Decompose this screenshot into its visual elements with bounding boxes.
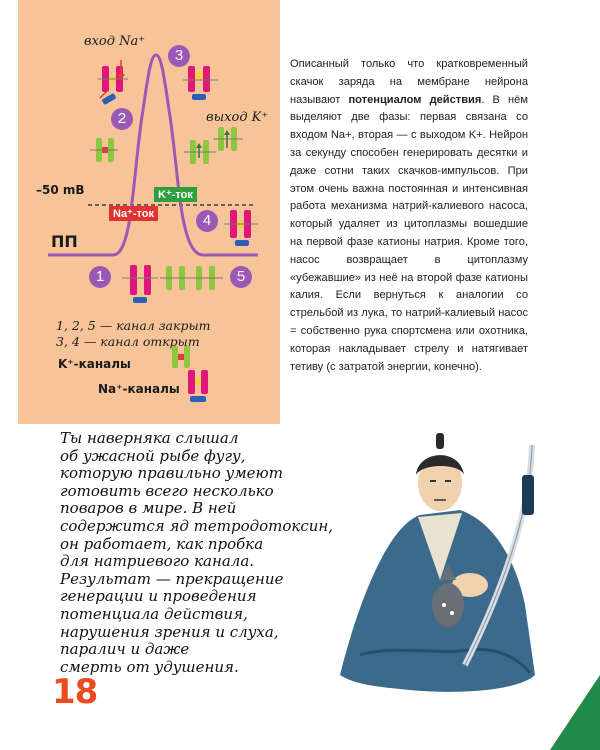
cursive-line: готовить всего несколько bbox=[60, 481, 274, 500]
cursive-line: Результат — прекращение bbox=[60, 569, 284, 588]
threshold-label: –50 mВ bbox=[36, 183, 85, 197]
na-in-label: вход Na⁺ bbox=[84, 34, 146, 49]
cursive-line: поваров в мире. В ней bbox=[60, 499, 237, 518]
diagram-panel bbox=[18, 0, 280, 424]
step-3-marker: 3 bbox=[168, 45, 190, 67]
article-intro: Описанный только что кратковременный скачок заряда на мембране нейрона называют bbox=[290, 58, 528, 106]
na-channels-label: Na⁺-каналы bbox=[98, 382, 180, 396]
step-4-marker: 4 bbox=[196, 210, 218, 232]
article-term: потенциалом действия bbox=[348, 93, 482, 106]
k-channel-bottom-right bbox=[190, 266, 223, 290]
cursive-line: смерть от удушения. bbox=[60, 657, 239, 676]
k-channel-bottom-left bbox=[160, 266, 193, 290]
cursive-line: для натриевого канала. bbox=[60, 552, 255, 571]
k-channel-right-mid bbox=[184, 140, 216, 164]
cursive-line: паралич и даже bbox=[60, 640, 190, 659]
k-current-tag: K⁺-ток bbox=[154, 187, 197, 202]
cursive-line: нарушения зрения и слуха, bbox=[60, 622, 279, 641]
k-out-label: выход K⁺ bbox=[206, 110, 269, 125]
green-corner-shape bbox=[550, 675, 600, 750]
fugu-fish bbox=[432, 583, 464, 627]
channel-group-step1 bbox=[122, 265, 158, 303]
page-number: 18 bbox=[52, 672, 98, 712]
step-1-marker: 1 bbox=[89, 266, 111, 288]
k-channels-label: K⁺-каналы bbox=[58, 357, 131, 371]
cursive-line: об ужасной рыбе фугу, bbox=[60, 446, 246, 465]
legend-closed: 1, 2, 5 — канал закрыт bbox=[56, 318, 211, 333]
cursive-line: потенциала действия, bbox=[60, 604, 248, 623]
samurai-illustration bbox=[300, 405, 600, 750]
legend-open: 3, 4 — канал открыт bbox=[56, 334, 200, 349]
cursive-line: генерации и проведения bbox=[60, 587, 257, 606]
cursive-line: он работает, как пробка bbox=[60, 534, 264, 553]
channel-group-step3 bbox=[183, 66, 218, 100]
step-2-marker: 2 bbox=[111, 108, 133, 130]
na-current-tag: Na⁺-ток bbox=[109, 206, 158, 221]
legend-k-channel-icon bbox=[172, 346, 190, 368]
cursive-line: которую правильно умеют bbox=[60, 464, 283, 483]
action-potential-curve bbox=[48, 55, 258, 255]
article-body: . В нём выделяют две фазы: первая связана со входом Na+, вторая — с выходом K+. Нейрон за секунду способен генерировать десятки и даже сотни таких скачков-импульсов. При этом очень важна постоянная и интенсивная работа механизма натрий-калиевого насоса, который удаляет из цитоплазмы вошедшие на первой фазе катионы натрия. Кроме того, насос возвращает в цитоплазму «убежавшие» из неё на второй фазе катионы калия. Если вернуться к аналогии со стрельбой из лука, то натрий-калиевый насос = собственно рука спортсмена или охотника, которая накладывает стрелу и натягивает тетиву (с затратой энергии, конечно). bbox=[290, 93, 528, 373]
resting-potential-label: ПП bbox=[51, 232, 78, 251]
katana-handle bbox=[522, 475, 534, 515]
article-text bbox=[290, 56, 528, 376]
k-channel-right-far bbox=[213, 127, 243, 151]
k-channel-left-mid bbox=[90, 138, 118, 162]
fugu-note bbox=[60, 429, 334, 676]
step-5-marker: 5 bbox=[230, 266, 252, 288]
cursive-line: содержится яд тетродотоксин, bbox=[60, 516, 334, 535]
legend-na-channel-icon bbox=[188, 370, 208, 402]
channel-group-step4 bbox=[224, 210, 258, 246]
cursive-line: Ты наверняка слышал bbox=[60, 429, 239, 447]
topknot bbox=[436, 433, 444, 449]
channel-group-step3-left bbox=[98, 66, 128, 105]
